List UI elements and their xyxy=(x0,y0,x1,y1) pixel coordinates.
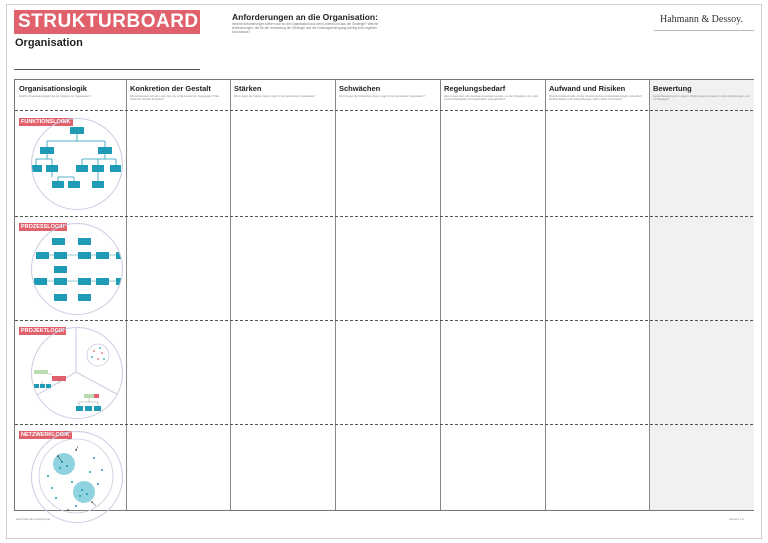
projektlogik-diagram xyxy=(31,327,123,419)
column-desc: Welche Organisationslogik folgt der Struktur der Organisation? xyxy=(19,95,91,98)
company-divider xyxy=(654,30,754,31)
row-label-prozesslogik: PROZESSLOGIK xyxy=(21,224,65,230)
column-title: Regelungsbedarf xyxy=(444,84,506,93)
column-divider xyxy=(335,80,336,510)
column-divider xyxy=(649,80,650,510)
netzwerklogik-diagram xyxy=(31,431,123,523)
company-logo: Hahmann & Dessoy. xyxy=(660,14,743,25)
hierarchy-chart-icon xyxy=(32,119,121,208)
column-desc: Gesamtbewertung der Logiken: Welche passt am besten zu den Anforderungen und zur Strategie? xyxy=(653,95,750,102)
footer-website: www.hahmann-dessoy.de xyxy=(16,517,51,521)
column-header-regelungsbedarf xyxy=(440,80,545,110)
column-title: Bewertung xyxy=(653,84,692,93)
column-title: Stärken xyxy=(234,84,262,93)
network-cluster-icon xyxy=(32,432,121,521)
column-divider xyxy=(230,80,231,510)
column-desc: Worin liegen die Schwächen dieser Logik für die betrachtete Organisation? xyxy=(339,95,425,98)
column-desc: Was müsste dann als grundlegend geregelt werden, um die Schwächen der Logik bei der Arbeitsweise der Organisation auszugleichen? xyxy=(444,95,538,102)
column-divider xyxy=(440,80,441,510)
column-desc: Welcher Aufwand wäre mit der Umsetzung dieser Organisationslogik verbunden? Welche Risiken und Nebenwirkungen wären dabei zu erwarten? xyxy=(549,95,643,102)
column-header-bewertung xyxy=(649,80,754,110)
column-divider xyxy=(126,80,127,510)
subtitle-divider xyxy=(14,69,200,70)
column-title: Konkretion der Gestalt xyxy=(130,84,211,93)
requirements-title: Anforderungen an die Organisation: xyxy=(232,12,378,22)
column-header-schwaechen xyxy=(335,80,440,110)
column-title: Organisationslogik xyxy=(19,84,87,93)
row-divider xyxy=(15,320,753,321)
prozesslogik-diagram xyxy=(31,223,123,315)
footer-version: Version 1.0 xyxy=(729,517,745,521)
column-header-aufwand xyxy=(545,80,649,110)
row-label-funktionslogik: FUNKTIONSLOGIK xyxy=(21,119,71,125)
row-divider xyxy=(15,216,753,217)
column-header-staerken xyxy=(230,80,335,110)
funktionslogik-diagram xyxy=(31,118,123,210)
row-divider xyxy=(15,424,753,425)
column-header-konkretion xyxy=(126,80,230,110)
board-grid xyxy=(14,79,754,511)
row-label-netzwerklogik: NETZWERKLOGIK xyxy=(21,432,70,438)
header-row-divider xyxy=(15,110,753,111)
column-title: Schwächen xyxy=(339,84,381,93)
column-title: Aufwand und Risiken xyxy=(549,84,626,93)
column-desc: Wie konkretisiert sich die Logik bzw. wie ist die Gestalt der Organisation? Wie würde die Struktur aussehen? xyxy=(130,95,220,102)
column-divider xyxy=(545,80,546,510)
requirements-text: Welche Anforderungen stellen sich an die Organisation aus dem Umfeld und aus der Strategie? Welche Anforderungen, die für die Umsetzung der Strategie und die Leistungserbringung wichtig sind, ergeben sich daraus? xyxy=(232,22,379,35)
column-desc: Worin liegen die Stärken dieser Logik für die betrachtete Organisation? xyxy=(234,95,316,98)
brand-title: STRUKTURBOARD xyxy=(14,10,200,34)
page-subtitle: Organisation xyxy=(15,37,83,49)
row-label-projektlogik: PROJEKTLOGIK xyxy=(21,328,65,334)
evaluation-column-background xyxy=(649,80,754,510)
process-flow-icon xyxy=(32,224,121,313)
column-header-organisationslogik xyxy=(15,80,126,110)
project-structure-icon xyxy=(32,328,121,417)
